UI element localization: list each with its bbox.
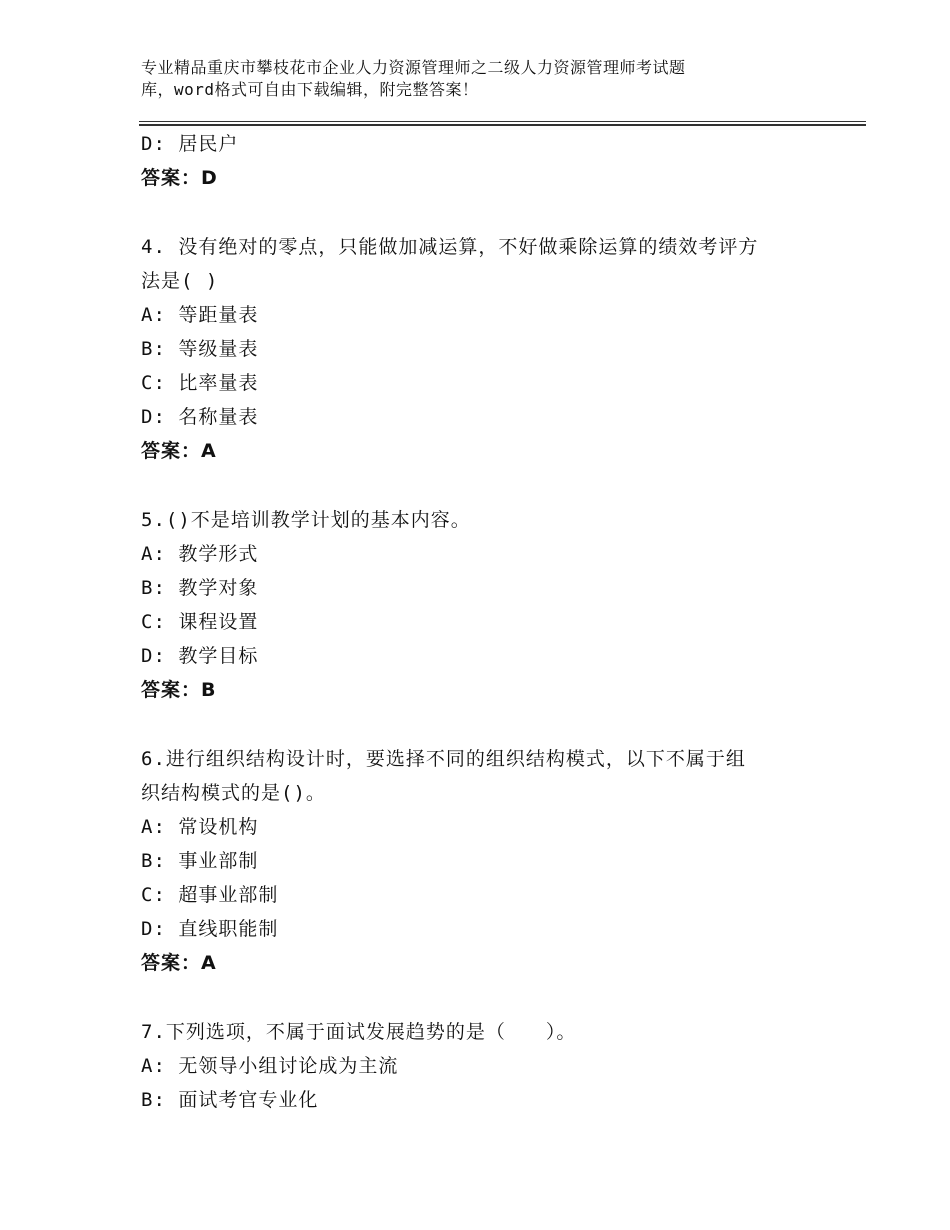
q5-option-d: D: 教学目标 [141,645,259,667]
q6-option-d: D: 直线职能制 [141,918,279,940]
header-divider-thin [139,121,866,122]
q4-option-c: C: 比率量表 [141,372,259,394]
q5-option-b: B: 教学对象 [141,577,259,599]
page-header [141,57,841,101]
q4-option-d: D: 名称量表 [141,406,259,428]
q5-option-c: C: 课程设置 [141,611,259,633]
q4-answer: 答案：A [141,440,217,462]
q3-answer: 答案：D [141,167,218,189]
header-divider-thick [139,124,866,126]
q7-option-a: A: 无领导小组讨论成为主流 [141,1055,399,1077]
q4-option-b: B: 等级量表 [141,338,259,360]
q4-option-a: A: 等距量表 [141,304,259,326]
q7-option-b: B: 面试考官专业化 [141,1089,319,1111]
q5-option-a: A: 教学形式 [141,543,259,565]
q6-stem-line-1: 6.进行组织结构设计时，要选择不同的组织结构模式，以下不属于组 [141,748,746,770]
q6-stem-line-2: 织结构模式的是()。 [141,782,326,804]
q7-stem-line-1: 7.下列选项，不属于面试发展趋势的是（ ）。 [141,1021,577,1043]
header-line-1: 专业精品重庆市攀枝花市企业人力资源管理师之二级人力资源管理师考试题 [141,58,686,77]
q4-stem-line-2: 法是( ) [141,270,219,292]
q6-option-b: B: 事业部制 [141,850,259,872]
q6-option-a: A: 常设机构 [141,816,259,838]
q6-option-c: C: 超事业部制 [141,884,279,906]
header-line-2: 库，word格式可自由下载编辑，附完整答案！ [141,80,479,99]
q3-option-d: D: 居民户 [141,133,239,155]
q6-answer: 答案：A [141,952,217,974]
q4-stem-line-1: 4. 没有绝对的零点，只能做加减运算，不好做乘除运算的绩效考评方 [141,236,759,258]
q5-answer: 答案：B [141,679,217,701]
q5-stem-line-1: 5.()不是培训教学计划的基本内容。 [141,509,471,531]
